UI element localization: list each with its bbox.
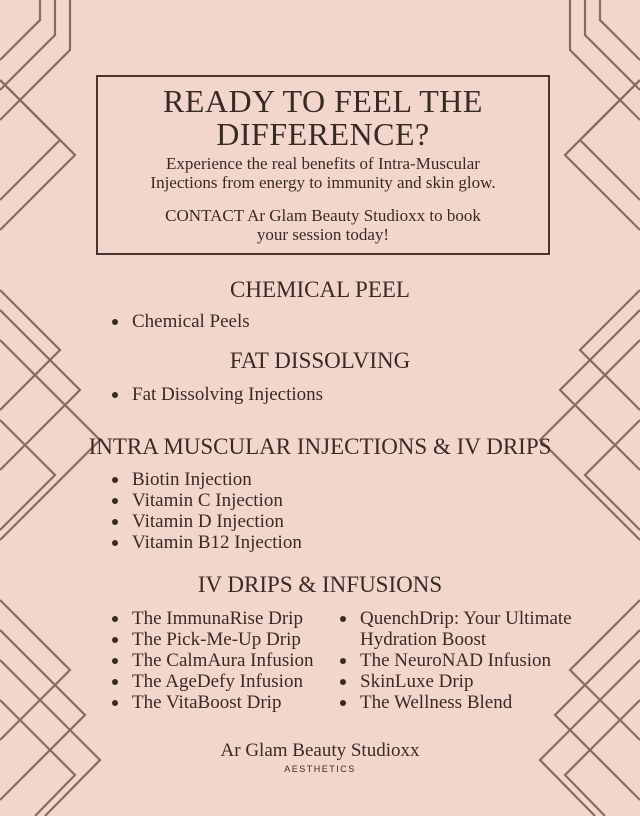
list-item: The CalmAura Infusion xyxy=(110,650,340,671)
list-item: The Pick-Me-Up Drip xyxy=(110,629,340,650)
cta-body-line2: Injections from energy to immunity and skin glow. xyxy=(150,173,496,192)
list-item: The AgeDefy Infusion xyxy=(110,671,340,692)
chemical-peel-list xyxy=(110,311,250,332)
brand-tagline: AESTHETICS xyxy=(284,764,356,774)
iv-drips-right-list xyxy=(338,608,578,713)
intra-muscular-list xyxy=(110,469,302,553)
cta-box xyxy=(96,75,550,255)
cta-body xyxy=(98,154,548,192)
cta-contact-line2: your session today! xyxy=(256,225,390,244)
section-title-fat-dissolving: FAT DISSOLVING xyxy=(229,348,411,373)
section-title-intra-muscular: INTRA MUSCULAR INJECTIONS & IV DRIPS xyxy=(88,434,552,459)
cta-contact xyxy=(98,206,548,244)
cta-contact-line1: CONTACT Ar Glam Beauty Studioxx to book xyxy=(165,206,481,225)
list-item: Vitamin D Injection xyxy=(110,511,302,532)
fat-dissolving-list xyxy=(110,384,323,405)
cta-heading-line2: DIFFERENCE? xyxy=(216,116,430,152)
list-item: Vitamin C Injection xyxy=(110,490,302,511)
iv-drips-left-list xyxy=(110,608,340,713)
list-item: Vitamin B12 Injection xyxy=(110,532,302,553)
list-item: The NeuroNAD Infusion xyxy=(338,650,578,671)
brand-name: Ar Glam Beauty Studioxx xyxy=(220,740,420,761)
list-item: The ImmunaRise Drip xyxy=(110,608,340,629)
list-item: The VitaBoost Drip xyxy=(110,692,340,713)
list-item: QuenchDrip: Your Ultimate Hydration Boost xyxy=(338,608,578,650)
list-item: Chemical Peels xyxy=(110,311,250,332)
cta-heading xyxy=(98,85,548,151)
list-item: Biotin Injection xyxy=(110,469,302,490)
list-item: The Wellness Blend xyxy=(338,692,578,713)
list-item: SkinLuxe Drip xyxy=(338,671,578,692)
section-title-iv-drips: IV DRIPS & INFUSIONS xyxy=(197,572,443,597)
list-item: Fat Dissolving Injections xyxy=(110,384,323,405)
cta-body-line1: Experience the real benefits of Intra-Muscular xyxy=(166,154,480,173)
cta-heading-line1: READY TO FEEL THE xyxy=(163,83,483,119)
section-title-chemical-peel: CHEMICAL PEEL xyxy=(230,277,410,302)
